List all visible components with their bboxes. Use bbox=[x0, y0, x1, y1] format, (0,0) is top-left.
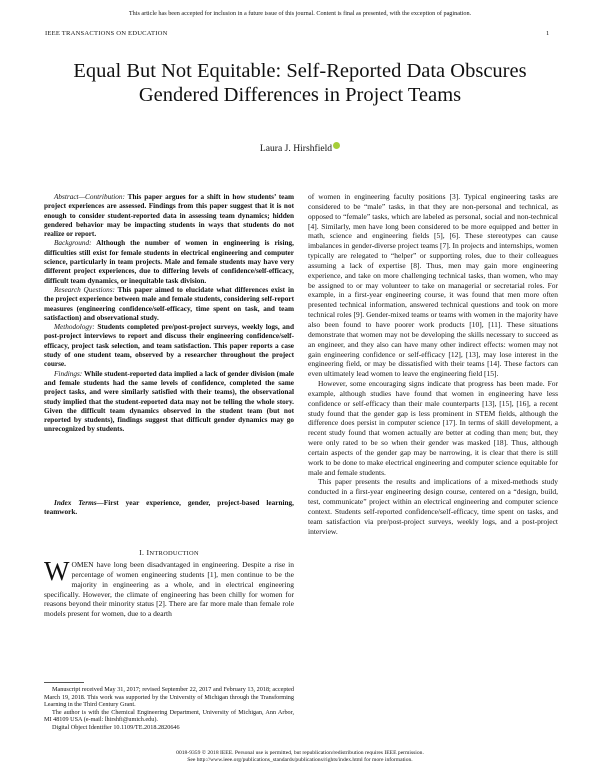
index-terms: Index Terms—First year experience, gender, project-based learning, teamwork. bbox=[44, 499, 294, 517]
abstract bbox=[44, 193, 294, 435]
footnotes bbox=[44, 686, 294, 732]
right-column bbox=[308, 192, 558, 537]
section-heading: I. INTRODUCTION bbox=[139, 548, 199, 557]
acceptance-notice: This article has been accepted for inclusion in a future issue of this journal. Content is final as presented, with the exception of pagination. bbox=[128, 10, 472, 17]
footnote-manuscript: Manuscript received May 31, 2017; revised September 22, 2017 and February 13, 2018; accepted March 19, 2018. This work was supported by the University of Michigan through the Transforming Learning in the Third Century Grant. bbox=[44, 686, 294, 709]
footnote-affiliation: The author is with the Chemical Engineering Department, University of Michigan, Ann Arbor, MI 48109 USA (e-mail: lhirshfi@umich.edu). bbox=[44, 708, 294, 724]
abstract-research-questions: Research Questions: This paper aimed to elucidate what differences exist in the project experience between male and female students, considering self-report measures (engineering confidence/self-efficacy, time spent on task, and team satisfaction) and observational study. bbox=[44, 285, 294, 322]
abstract-background: Background: Although the number of women in engineering is rising, difficulties still exist for female students in electrical engineering and computer science, particularly in team projects. Male and female students may have very different project experiences, due to differing levels of confidence/self-efficacy, difficult team dynamics, or inequitable task division. bbox=[44, 239, 294, 285]
right-paragraph-1: of women in engineering faculty positions [3]. Typical engineering tasks are considered to be “male” tasks, in that they are non-personal and technical, as opposed to “female” tasks, which are labeled as personal, social and non-technical [4]. Similarly, men have long been considered to be more equipped and better in math, science and engineering fields [5], [6]. These stereotypes can cause imbalances in gender-diverse project teams [7]. In projects and internships, women typically are relegated to “helper” or supporting roles, due to their colleagues assuming a lack of expertise [8]. Thus, men may gain more engineering experience, and take on more challenging technical tasks, than women, who may be assigned to or may volunteer to take on managerial or secretarial roles. For example, in a first-year engineering course, it was found that men more often presented technical information, answered technical questions and took on more technical roles [9]. Gender-mixed teams or teams with women in the majority have also been found to have poorer work products [10], [11]. These situations demonstrate that women may not be developing the skills necessary to succeed as an engineer, and they also can have many other indirect effects: women may not gain engineering confidence or self-efficacy [12], [13], may lose interest in the engineering field, or may be dissatisfied with their teams [14]. These factors can even ultimately lead women to leave the engineering field [15]. bbox=[308, 192, 558, 379]
permissions-link[interactable]: See http://www.ieee.org/publications_standards/publications/rights/index.html for more information. bbox=[187, 757, 413, 763]
author-name: Laura J. Hirshfield bbox=[259, 143, 333, 154]
orcid-icon[interactable] bbox=[333, 142, 340, 149]
right-paragraph-2: However, some encouraging signs indicate that progress has been made. For example, although studies have found that women in engineering have less confidence or self-efficacy than their male counterparts [13], [15], [16], a recent study found that the gender gap is less prominent in STEM fields, although the difference does persist in computer science [17]. In terms of skill development, a recent study found that women actually are better at coding than men; but, they were only rated to be so when their gender was masked [18]. Thus, although certain aspects of the gender gap may be narrowing, it is clear that there is still work to be done to make electrical engineering and computer science equitable for male and female students. bbox=[308, 379, 558, 477]
footnote-doi: Digital Object Identifier 10.1109/TE.2018.2820646 bbox=[52, 723, 180, 731]
copyright-line: 0018-9359 © 2018 IEEE. Personal use is permitted, but republication/redistribution requires IEEE permission. bbox=[176, 750, 424, 756]
paper-title: Equal But Not Equitable: Self-Reported Data Obscures Gendered Differences in Project Teams bbox=[73, 60, 527, 106]
author-line bbox=[0, 142, 600, 154]
drop-cap: W bbox=[44, 556, 70, 586]
abstract-findings: Findings: While student-reported data implied a lack of gender division (male and female students had the same levels of confidence, completed the same project tasks, and were similarly satisfied with their teams), the observational study implied that the student-reported data may not be telling the whole story. Given the difficult team dynamics observed in the student team (but not reported by students), findings suggest that difficult gender dynamics may go unrecognized by students. bbox=[44, 369, 294, 434]
journal-name: IEEE TRANSACTIONS ON EDUCATION bbox=[45, 30, 168, 37]
abstract-contribution: Abstract—Contribution: This paper argues for a shift in how students’ team project experiences are assessed. Findings from this paper suggest that it is not enough to consider student-reported data in assessing team dynamics; hidden gendered behavior may be impacting students in ways that students do not realize or report. bbox=[44, 193, 294, 239]
abstract-methodology: Methodology: Students completed pre/post-project surveys, weekly logs, and post-project interviews to report and discuss their engineering confidence/self-efficacy, project task selection, and team satisfaction. This paper reports a case study of one student team, observed by a researcher throughout the project course. bbox=[44, 323, 294, 369]
copyright-footer bbox=[0, 750, 600, 764]
page-number: 1 bbox=[546, 30, 550, 37]
introduction-text: WOMEN have long been disadvantaged in engineering. Despite a rise in percentage of women engineering students [1], men continue to be the majority in engineering as a whole, and in electrical engineering specifically. However, the climate of engineering has been chilly for women for reasons beyond their minority status [2]. There are far more male than female role models present for women, due to a dearth bbox=[44, 556, 294, 619]
footnote-divider bbox=[44, 682, 84, 683]
right-paragraph-3: This paper presents the results and implications of a mixed-methods study conducted in a first-year engineering design course, centered on a “design, build, test, communicate” project within an electrical engineering and computer science context. Students self-reported confidence/self-efficacy, time spent on tasks, and team satisfaction via pre/post-project surveys, weekly logs, and a post-project interview. bbox=[308, 477, 558, 536]
